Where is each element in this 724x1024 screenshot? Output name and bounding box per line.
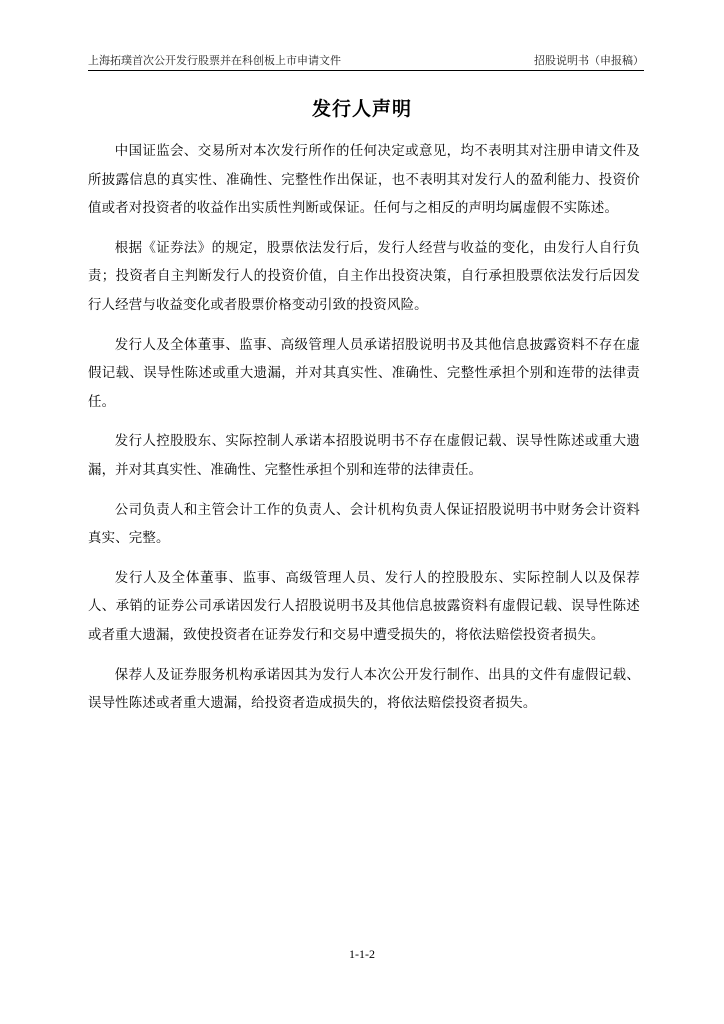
page-header [88,50,644,71]
paragraph-sponsor-commitment: 保荐人及证券服务机构承诺因其为发行人本次公开发行制作、出具的文件有虚假记载、误导性陈述或者重大遗漏，给投资者造成损失的，将依法赔偿投资者损失。 [88,667,640,712]
paragraph-compensation-commitment: 发行人及全体董事、监事、高级管理人员、发行人的控股股东、实际控制人以及保荐人、承销的证券公司承诺因发行人招股说明书及其他信息披露资料有虚假记载、误导性陈述或者重大遗漏，致使投资者在证券发行和交易中遭受损失的，将依法赔偿投资者损失。 [88,570,640,643]
paragraph-financial-accuracy: 公司负责人和主管会计工作的负责人、会计机构负责人保证招股说明书中财务会计资料真实、完整。 [88,502,640,547]
paragraph-regulator-disclaimer: 中国证监会、交易所对本次发行所作的任何决定或意见，均不表明其对注册申请文件及所披露信息的真实性、准确性、完整性作出保证，也不表明其对发行人的盈利能力、投资价值或者对投资者的收益作出实质性判断或保证。任何与之相反的声明均属虚假不实陈述。 [88,144,640,217]
paragraph-directors-commitment: 发行人及全体董事、监事、高级管理人员承诺招股说明书及其他信息披露资料不存在虚假记载、误导性陈述或重大遗漏，并对其真实性、准确性、完整性承担个别和连带的法律责任。 [88,337,640,410]
paragraph-controller-commitment: 发行人控股股东、实际控制人承诺本招股说明书不存在虚假记载、误导性陈述或重大遗漏，并对其真实性、准确性、完整性承担个别和连带的法律责任。 [88,434,640,478]
declaration-body [88,138,640,730]
paragraph-investment-risk: 根据《证券法》的规定，股票依法发行后，发行人经营与收益的变化，由发行人自行负责；投资者自主判断发行人的投资价值，自主作出投资决策，自行承担股票依法发行后因发行人经营与收益变化或者股票价格变动引致的投资风险。 [88,240,640,313]
page-title: 发行人声明 [311,98,412,120]
page-number: 1-1-2 [349,947,375,961]
header-document-title: 上海拓璞首次公开发行股票并在科创板上市申请文件 [88,54,341,67]
header-document-type: 招股说明书（申报稿） [534,54,644,67]
